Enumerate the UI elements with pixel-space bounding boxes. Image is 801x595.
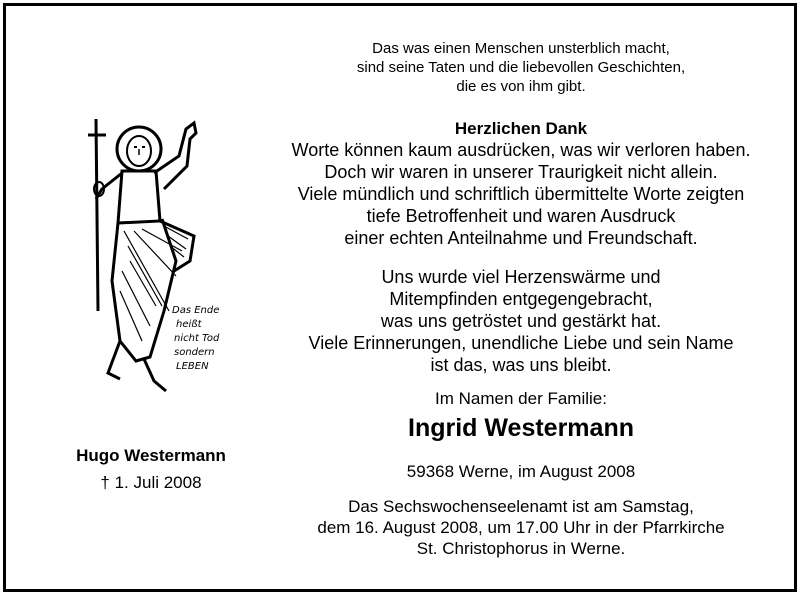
warmth-line: Viele Erinnerungen, unendliche Liebe und sein Name xyxy=(308,333,734,353)
service-line: Das Sechswochenseelenamt ist am Samstag, xyxy=(348,497,694,516)
quote-line: Das was einen Menschen unsterblich macht, xyxy=(372,40,670,57)
thanks-line: Viele mündlich und schriftlich übermittelte Worte zeigten xyxy=(297,184,745,204)
thanks-title: Herzlichen Dank xyxy=(454,119,588,138)
warmth-line: ist das, was uns bleibt. xyxy=(430,355,612,375)
thanks-line: einer echten Anteilnahme und Freundschaft. xyxy=(344,228,698,248)
inscription-line: sondern xyxy=(174,347,215,358)
inscription-line: nicht Tod xyxy=(174,333,220,344)
inscription-line: Das Ende xyxy=(172,305,220,316)
thanks-body xyxy=(241,139,801,249)
left-column xyxy=(6,6,261,589)
service-line: dem 16. August 2008, um 17.00 Uhr in der Pfarrkirche xyxy=(317,518,725,537)
family-signatory-name: Ingrid Westermann xyxy=(408,414,634,442)
warmth-line: Uns wurde viel Herzenswärme und xyxy=(381,267,661,287)
warmth-line: was uns getröstet und gestärkt hat. xyxy=(380,311,662,331)
place-date: 59368 Werne, im August 2008 xyxy=(406,462,636,481)
warmth-section xyxy=(241,266,801,376)
inscription-line: heißt xyxy=(176,319,202,330)
thanks-line: Doch wir waren in unserer Traurigkeit nicht allein. xyxy=(324,162,718,182)
thanks-section xyxy=(241,118,801,249)
service-announcement xyxy=(241,496,801,559)
thanks-line: Worte können kaum ausdrücken, was wir verloren haben. xyxy=(291,140,751,160)
family-intro: Im Namen der Familie: xyxy=(435,389,607,408)
quote-line: die es von ihm gibt. xyxy=(456,78,586,95)
deceased-name: Hugo Westermann xyxy=(76,446,226,465)
service-line: St. Christophorus in Werne. xyxy=(416,539,626,558)
inscription-line: LEBEN xyxy=(176,361,209,372)
risen-christ-icon xyxy=(84,111,220,401)
thanks-line: tiefe Betroffenheit und waren Ausdruck xyxy=(366,206,676,226)
quote-line: sind seine Taten und die liebevollen Geschichten, xyxy=(356,59,686,76)
obituary-notice xyxy=(3,3,797,592)
deceased-death-date: † 1. Juli 2008 xyxy=(100,473,202,492)
opening-quote xyxy=(241,39,801,96)
warmth-line: Mitempfinden entgegengebracht, xyxy=(389,289,653,309)
